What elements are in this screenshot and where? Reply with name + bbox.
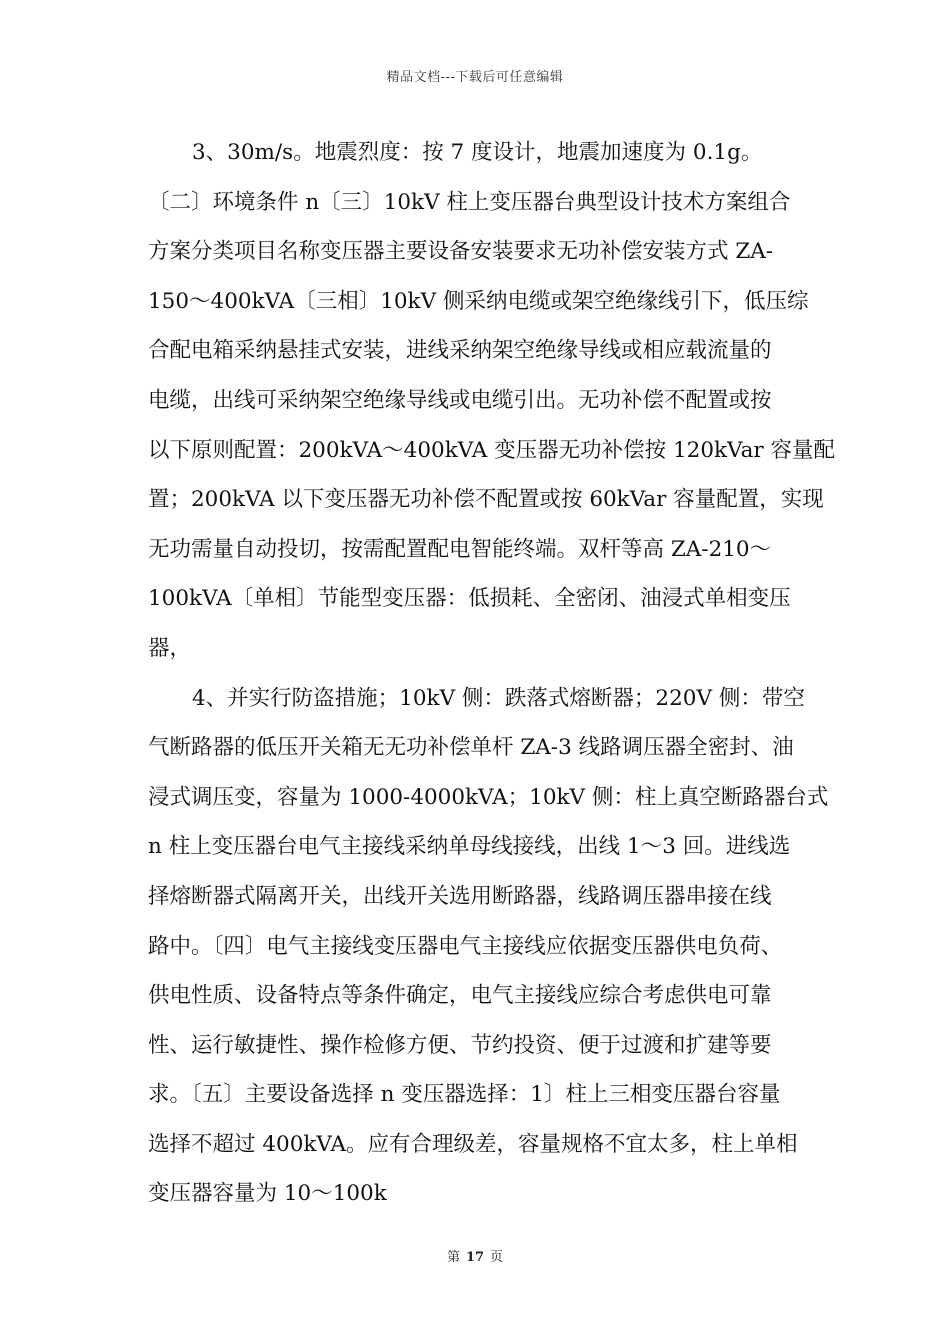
page-footer [0, 1246, 950, 1265]
paragraph-line: 3、30m/s。地震烈度：按 7 度设计，地震加速度为 0.1g。 [192, 140, 763, 165]
paragraph-line: 浸式调压变，容量为 1000-4000kVA；10kV 侧：柱上真空断路器台式 [148, 784, 829, 810]
paragraph-line: 4、并实行防盗措施；10kV 侧：跌落式熔断器；220V 侧：带空 [192, 685, 805, 711]
paragraph-line: 置；200kVA 以下变压器无功补偿不配置或按 60kVar 容量配置，实现 [148, 487, 824, 513]
paragraph-line: 以下原则配置：200kVA～400kVA 变压器无功补偿按 120kVar 容量配 [148, 437, 836, 463]
paragraph-line: 气断路器的低压开关箱无无功补偿单杆 ZA-3 线路调压器全密封、油 [148, 735, 794, 761]
page-number: 17 [465, 1250, 485, 1265]
paragraph-line: 性、运行敏捷性、操作检修方便、节约投资、便于过渡和扩建等要 [148, 1032, 772, 1058]
paragraph-line: 〔二〕环境条件 n〔三〕10kV 柱上变压器台典型设计技术方案组合 [148, 189, 791, 215]
document-body [148, 128, 836, 1219]
paragraph-line: 选择不超过 400kVA。应有合理级差，容量规格不宜太多，柱上单相 [148, 1131, 798, 1157]
paragraph-line: 供电性质、设备特点等条件确定，电气主接线应综合考虑供电可靠 [148, 983, 772, 1009]
paragraph-line: n 柱上变压器台电气主接线采纳单母线接线，出线 1～3 回。进线选 [148, 834, 791, 860]
paragraph-line: 100kVA〔单相〕节能型变压器：低损耗、全密闭、油浸式单相变压 [148, 586, 791, 612]
paragraph-line: 合配电箱采纳悬挂式安装，进线采纳架空绝缘导线或相应载流量的 [148, 338, 772, 364]
paragraph-line: 求。〔五〕主要设备选择 n 变压器选择：1〕柱上三相变压器台容量 [148, 1082, 781, 1108]
paragraph-line: 变压器容量为 10～100k [148, 1181, 387, 1207]
paragraph-line: 路中。〔四〕电气主接线变压器电气主接线应依据变压器供电负荷、 [148, 933, 783, 959]
paragraph-line: 150～400kVA〔三相〕10kV 侧采纳电缆或架空绝缘线引下，低压综 [148, 288, 809, 314]
paragraph-line: 方案分类项目名称变压器主要设备安装要求无功补偿安装方式 ZA- [148, 239, 774, 265]
paragraph-line: 择熔断器式隔离开关，出线开关选用断路器，线路调压器串接在线 [148, 883, 772, 909]
page-number-suffix: 页 [490, 1250, 504, 1265]
page-number-prefix: 第 [446, 1250, 460, 1265]
header-text: 精品文档---下载后可任意编辑 [386, 70, 564, 85]
paragraph-line: 无功需量自动投切，按需配置配电智能终端。双杆等高 ZA-210～ [148, 536, 772, 562]
page-header [0, 66, 950, 85]
paragraph-line: 电缆，出线可采纳架空绝缘导线或电缆引出。无功补偿不配置或按 [148, 387, 772, 413]
paragraph-line: 器， [148, 635, 192, 661]
